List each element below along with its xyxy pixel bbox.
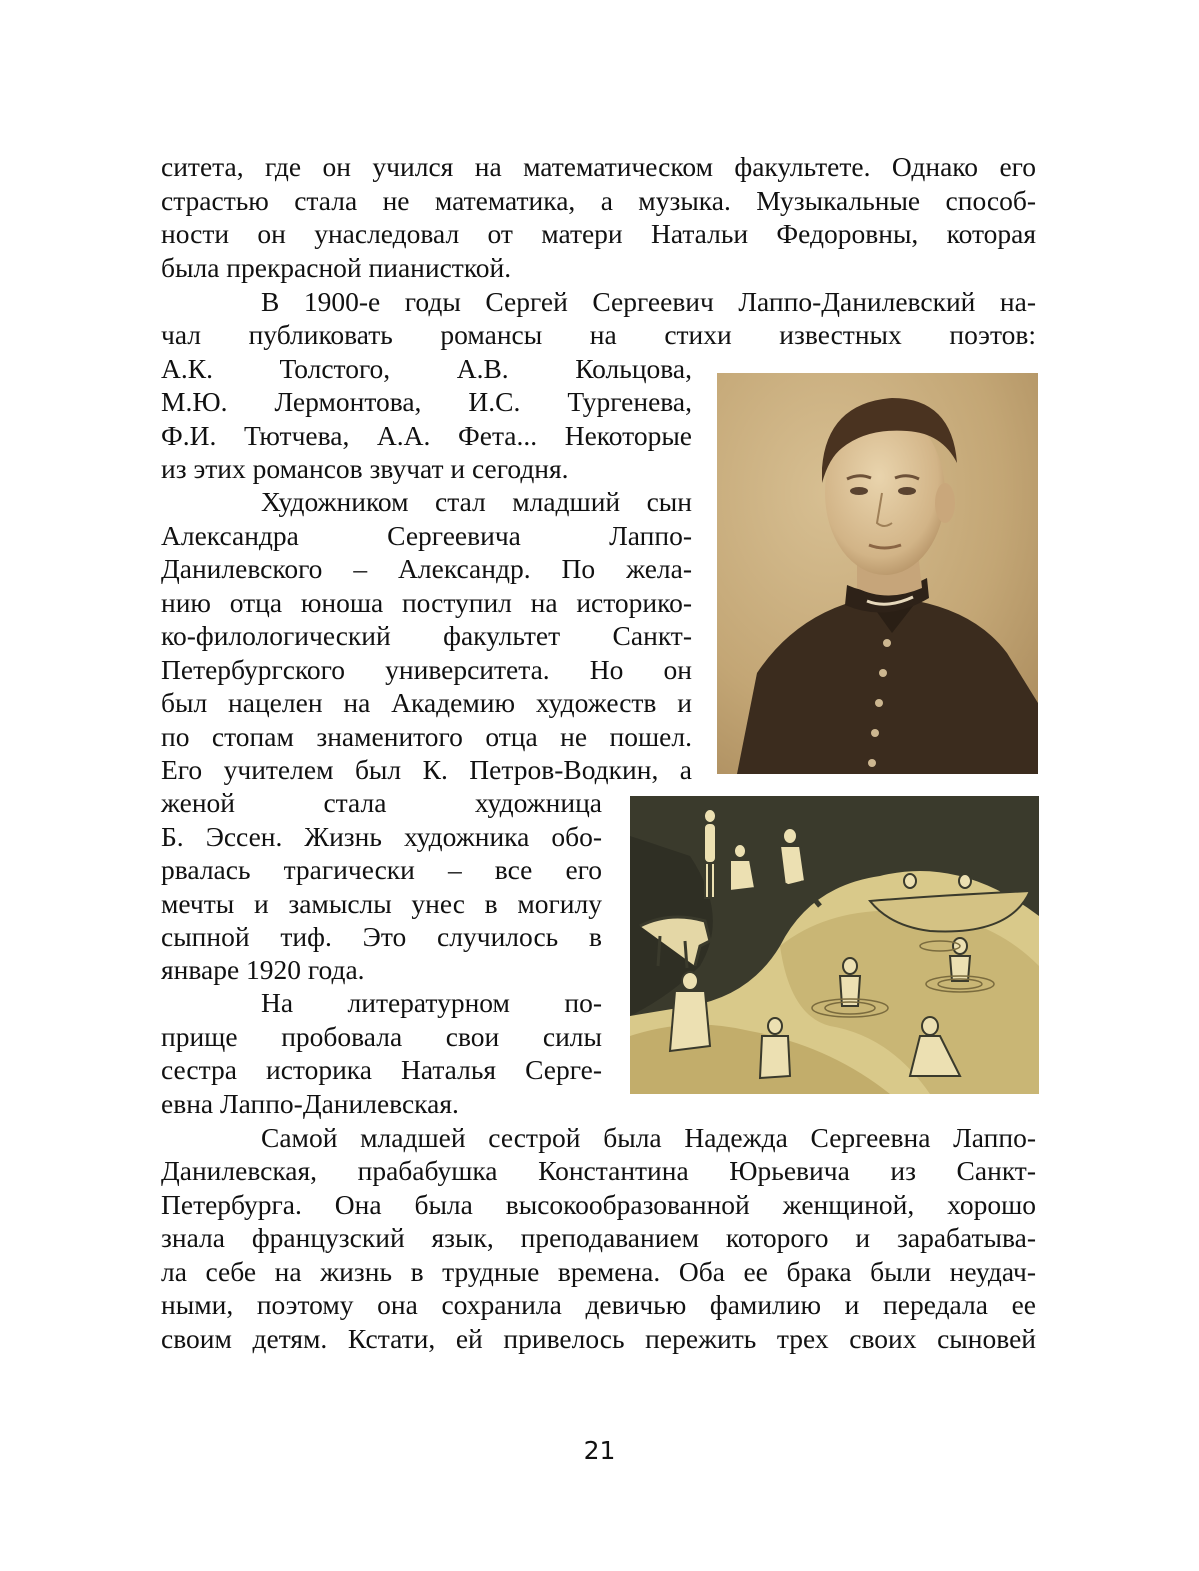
page-number: 21 [583, 1436, 616, 1465]
text-line: Петербурга. Она была высокообразованной женщиной, хорошо [161, 1189, 1036, 1220]
text-line: На литературном по- [261, 987, 602, 1018]
text-line: В 1900-е годы Сергей Сергеевич Лаппо-Данилевский на- [261, 286, 1036, 317]
text-line: мечты и замыслы унес в могилу [161, 888, 602, 919]
text-line: был нацелен на Академию художеств и [161, 687, 692, 718]
text-line: ко-филологический факультет Санкт- [161, 620, 692, 651]
text-line: знала французский язык, преподаванием которого и зарабатыва- [161, 1222, 1036, 1253]
text-line: Б. Эссен. Жизнь художника обо- [161, 821, 602, 852]
text-line: по стопам знаменитого отца не пошел. [161, 721, 692, 752]
text-line: евна Лаппо-Данилевская. [161, 1088, 459, 1119]
text-line: была прекрасной пианисткой. [161, 252, 512, 283]
text-line: Данилевская, прабабушка Константина Юрьевича из Санкт- [161, 1155, 1036, 1186]
text-line: Ф.И. Тютчева, А.А. Фета... Некоторые [161, 420, 692, 451]
text-line: своим детям. Кстати, ей привелось пережить трех своих сыновей [161, 1323, 1036, 1354]
text-line: Художником стал младший сын [261, 486, 692, 517]
text-line: Александра Сергеевича Лаппо- [161, 520, 692, 551]
bathers-drawing-image [630, 796, 1039, 1094]
text-line: ности он унаследовал от матери Натальи Федоровны, которая [161, 218, 1036, 249]
text-line: Данилевского – Александр. По жела- [161, 553, 692, 584]
text-line: ными, поэтому она сохранила девичью фамилию и передала ее [161, 1289, 1036, 1320]
text-line: женой стала художница [161, 787, 602, 818]
text-line: Самой младшей сестрой была Надежда Сергеевна Лаппо- [261, 1122, 1036, 1153]
text-line: Его учителем был К. Петров-Водкин, а [161, 754, 692, 785]
text-line: чал публиковать романсы на стихи известных поэтов: [161, 319, 1036, 350]
text-line: январе 1920 года. [161, 954, 365, 985]
text-line: сыпной тиф. Это случилось в [161, 921, 602, 952]
text-line: М.Ю. Лермонтова, И.С. Тургенева, [161, 386, 692, 417]
text-line: рвалась трагически – все его [161, 854, 602, 885]
text-line: Петербургского университета. Но он [161, 654, 692, 685]
text-line: прище пробовала свои силы [161, 1021, 602, 1052]
text-line: страстью стала не математика, а музыка. Музыкальные способ- [161, 185, 1036, 216]
text-line: сестра историка Наталья Серге- [161, 1054, 602, 1085]
text-line: нию отца юноша поступил на историко- [161, 587, 692, 618]
portrait-photo [717, 373, 1038, 774]
text-line: ла себе на жизнь в трудные времена. Оба ее брака были неудач- [161, 1256, 1036, 1287]
text-line: ситета, где он учился на математическом факультете. Однако его [161, 151, 1036, 182]
text-line: А.К. Толстого, А.В. Кольцова, [161, 353, 692, 384]
text-line: из этих романсов звучат и сегодня. [161, 453, 569, 484]
